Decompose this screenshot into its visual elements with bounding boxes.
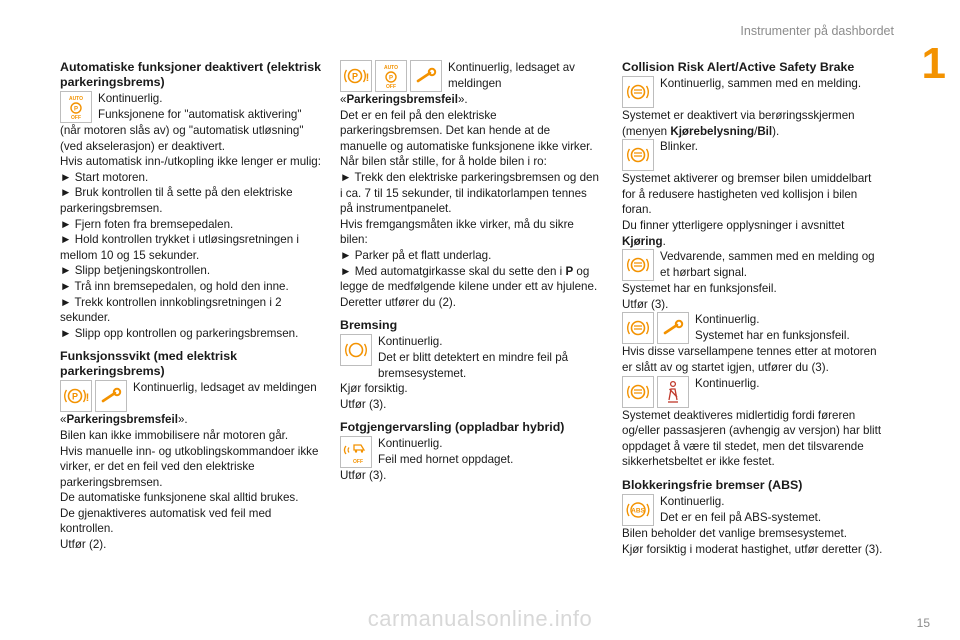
status-text: Kontinuerlig.	[695, 376, 760, 390]
svg-text:OFF: OFF	[353, 459, 363, 466]
wrench-icon	[410, 60, 442, 92]
column-left	[60, 60, 325, 553]
collision-alert-icon	[622, 312, 654, 344]
body-text: Hvis fremgangsmåten ikke virker, må du sikre bilen:	[340, 217, 574, 247]
message-line: «Parkeringsbremsfeil».	[340, 93, 468, 106]
svg-text:P: P	[351, 71, 359, 82]
body-text: Hvis automatisk inn-/utkopling ikke lenger er mulig:	[60, 155, 321, 169]
wrench-icon	[95, 380, 127, 412]
step-item: ► Slipp betjeningskontrollen.	[60, 263, 325, 279]
status-text: Kontinuerlig.	[98, 92, 163, 105]
body-text: (når motoren slås av) og "automatisk utløsning" (ved akselerasjon) er deaktivert.	[60, 124, 304, 153]
step-item: ► Med automatgirkasse skal du sette den i P og legge de medfølgende kilene under ett av hjulene.	[340, 264, 600, 295]
body-text: Hvis disse varsellampene tennes etter at motoren er slått av og startet igjen, utfører du (3).	[622, 345, 877, 374]
status-text: Kontinuerlig.	[378, 335, 443, 349]
status-text: Kontinuerlig.	[695, 313, 760, 327]
body-text: Kjør forsiktig.	[340, 382, 408, 396]
status-text: Kontinuerlig, sammen med en melding.	[660, 77, 862, 90]
body-text: Utfør (3).	[340, 397, 387, 411]
body-text: Systemet deaktiveres midlertidig fordi føreren og/eller passasjeren (avhengig av versjon) har blitt oppdaget å være til stedet, men det tilsvarende sikkerhetsbeltet er ikke festet.	[622, 408, 882, 469]
body-text: Feil med hornet oppdaget.	[378, 452, 514, 466]
svg-text:OFF: OFF	[71, 115, 81, 121]
column-middle	[340, 60, 600, 484]
body-text: Deretter utfører du (2).	[340, 295, 456, 309]
body-text: Kjør forsiktig i moderat hastighet, utfør deretter (3).	[622, 542, 883, 556]
section-title-braking: Bremsing	[340, 318, 398, 333]
page-header: Instrumenter på dashbordet	[740, 24, 894, 38]
body-text: Systemet er deaktivert via berøringsskjermen (menyen Kjørebelysning/Bil).	[622, 109, 855, 138]
status-text: Kontinuerlig.	[378, 437, 443, 451]
collision-alert-icon	[622, 376, 654, 408]
step-item: ► Trå inn bremsepedalen, og hold den inne.	[60, 279, 325, 295]
brake-warning-icon	[340, 60, 372, 92]
body-text: Systemet har en funksjonsfeil.	[622, 282, 777, 296]
step-item: ► Hold kontrollen trykket i utløsingsretningen i mellom 10 og 15 sekunder.	[60, 232, 325, 263]
status-text: Blinker.	[660, 140, 699, 154]
pedestrian-horn-off-icon	[340, 436, 372, 468]
section-title-collision: Collision Risk Alert/Active Safety Brake	[622, 60, 855, 74]
column-right	[622, 60, 887, 557]
body-text: Utfør (2).	[60, 538, 107, 552]
body-text: Systemet har en funksjonsfeil.	[695, 328, 850, 342]
message-line: «Parkeringsbremsfeil».	[60, 413, 188, 427]
svg-text:P: P	[71, 391, 79, 402]
collision-alert-icon	[622, 76, 654, 108]
brake-auto-off-icon	[60, 91, 92, 123]
svg-text:!: !	[85, 392, 90, 405]
body-text: Det er en feil på ABS-systemet.	[660, 510, 822, 524]
collision-alert-icon	[622, 249, 654, 281]
svg-text:!: !	[365, 72, 370, 84]
abs-icon	[622, 494, 654, 526]
wrench-icon	[657, 312, 689, 344]
seatbelt-icon	[657, 376, 689, 408]
svg-text:AUTO: AUTO	[383, 65, 399, 71]
status-text: Kontinuerlig, ledsaget av meldingen	[448, 61, 575, 90]
body-text: Utfør (3).	[622, 297, 669, 311]
body-text: Hvis manuelle inn- og utkoblingskommandoer ikke virker, er det en feil ved den elektriske parkeringsbremsen.	[60, 444, 319, 489]
brake-circle-icon	[340, 334, 372, 366]
step-item: ► Trekk den elektriske parkeringsbremsen og den i ca. 7 til 15 sekunder, til indikatorlampen tennes på instrumentpanelet.	[340, 170, 600, 217]
body-text: Bilen kan ikke immobilisere når motoren går.	[60, 428, 289, 442]
status-text: Kontinuerlig, ledsaget av meldingen	[133, 381, 317, 395]
page-number: 15	[916, 616, 930, 630]
section-title-malfunction: Funksjonssvikt (med elektrisk parkeringsbrems)	[60, 349, 237, 379]
step-item: ► Start motoren.	[60, 170, 325, 186]
status-text: Kontinuerlig.	[660, 494, 725, 508]
body-text: De automatiske funksjonene skal alltid brukes.	[60, 491, 299, 505]
step-item: ► Trekk kontrollen innkoblingsretningen i 2 sekunder.	[60, 295, 325, 326]
body-text: Du finner ytterligere opplysninger i avsnittet Kjøring.	[622, 218, 845, 248]
step-item: ► Slipp opp kontrollen og parkeringsbremsen.	[60, 326, 325, 342]
body-text: Når bilen står stille, for å holde bilen i ro:	[340, 155, 547, 169]
watermark: carmanualsonline.info	[367, 606, 593, 631]
svg-text:P: P	[388, 75, 394, 82]
svg-text:AUTO: AUTO	[68, 96, 84, 102]
brake-auto-off-icon	[375, 60, 407, 92]
body-text: Det er blitt detektert en mindre feil på bremsesystemet.	[378, 350, 569, 380]
body-text: Funksjonene for "automatisk aktivering"	[98, 107, 302, 121]
step-item: ► Bruk kontrollen til å sette på den elektriske parkeringsbremsen.	[60, 185, 325, 216]
status-text: Vedvarende, sammen med en melding og et hørbart signal.	[660, 250, 875, 279]
collision-alert-icon	[622, 139, 654, 171]
svg-text:P: P	[73, 106, 79, 113]
section-title-auto-functions: Automatiske funksjoner deaktivert (elektrisk parkeringsbrems)	[60, 60, 321, 89]
chapter-number: 1	[921, 39, 946, 88]
svg-text:ABS: ABS	[631, 507, 645, 515]
section-title-pedestrian: Fotgjengervarsling (oppladbar hybrid)	[340, 420, 565, 435]
section-title-abs: Blokkeringsfrie bremser (ABS)	[622, 477, 803, 492]
body-text: Bilen beholder det vanlige bremsesystemet.	[622, 526, 847, 540]
step-item: ► Parker på et flatt underlag.	[340, 248, 600, 264]
body-text: Utfør (3).	[340, 469, 387, 483]
svg-text:OFF: OFF	[386, 84, 396, 90]
step-item: ► Fjern foten fra bremsepedalen.	[60, 217, 325, 233]
body-text: De gjenaktiveres automatisk ved feil med kontrollen.	[60, 506, 272, 536]
body-text: Systemet aktiverer og bremser bilen umiddelbart for å redusere hastigheten ved kollisjon i bilen foran.	[622, 172, 872, 217]
body-text: Det er en feil på den elektriske parkeringsbremsen. Det kan hende at de manuelle og automatiske funksjonene ikke virker.	[340, 108, 593, 153]
brake-warning-icon	[60, 380, 92, 412]
